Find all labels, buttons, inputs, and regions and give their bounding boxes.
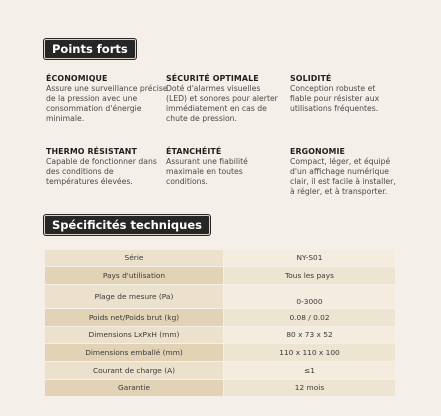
spec-value: 0.08 / 0.02 — [224, 308, 396, 326]
specs-heading: Spécificités techniques — [44, 215, 210, 235]
feature-etancheite — [166, 147, 276, 187]
table-row — [45, 266, 395, 284]
feature-title: ÉTANCHÉITÉ — [166, 147, 222, 156]
spec-label: Dimensions emballé (mm) — [45, 343, 224, 361]
feature-description: Capable de fonctionner dans des conditions de températures élevées. — [46, 157, 157, 186]
spec-label: Poids net/Poids brut (kg) — [45, 308, 224, 326]
table-row — [45, 361, 395, 379]
feature-title: THERMO RÉSISTANT — [46, 147, 137, 156]
table-row — [45, 250, 395, 266]
spec-label: Série — [45, 250, 224, 266]
feature-title: ÉCONOMIQUE — [46, 74, 108, 83]
spec-value: NY-S01 — [224, 250, 396, 266]
feature-solidite — [290, 74, 398, 114]
feature-title: SÉCURITÉ OPTIMALE — [166, 74, 259, 83]
spec-value: 80 x 73 x 52 — [224, 326, 396, 343]
feature-title: SOLIDITÉ — [290, 74, 332, 83]
spec-label: Courant de charge (A) — [45, 361, 224, 379]
feature-thermo — [46, 147, 158, 187]
points-forts-heading: Points forts — [44, 39, 136, 59]
spec-label: Plage de mesure (Pa) — [45, 284, 224, 308]
feature-economique — [46, 74, 168, 124]
feature-description: Conception robuste et fiable pour résister aux utilisations fréquentes. — [290, 84, 380, 113]
feature-description: Assurant une fiabilité maximale en toutes conditions. — [166, 157, 248, 186]
feature-description: Compact, léger, et équipé d'un affichage numérique clair, il est facile à installer, à régler, et à transporter. — [290, 157, 396, 196]
table-row — [45, 343, 395, 361]
feature-description: Assure une surveillance précise de la pression avec une consommation d'énergie minimale. — [46, 84, 168, 123]
feature-title: ERGONOMIE — [290, 147, 346, 156]
feature-securite — [166, 74, 280, 124]
spec-value: ≤1 — [224, 361, 396, 379]
spec-label: Garantie — [45, 379, 224, 396]
table-row — [45, 308, 395, 326]
specs-table — [45, 250, 395, 397]
spec-label: Dimensions LxPxH (mm) — [45, 326, 224, 343]
feature-description: Doté d'alarmes visuelles (LED) et sonores pour alerter immédiatement en cas de chute de pression. — [166, 84, 278, 123]
spec-value: 12 mois — [224, 379, 396, 396]
spec-value: Tous les pays — [224, 266, 396, 284]
feature-ergonomie — [290, 147, 398, 197]
spec-value: 110 x 110 x 100 — [224, 343, 396, 361]
table-row — [45, 326, 395, 343]
spec-value: 0-3000 — [224, 284, 396, 308]
table-row — [45, 284, 395, 308]
spec-label: Pays d'utilisation — [45, 266, 224, 284]
table-row — [45, 379, 395, 396]
